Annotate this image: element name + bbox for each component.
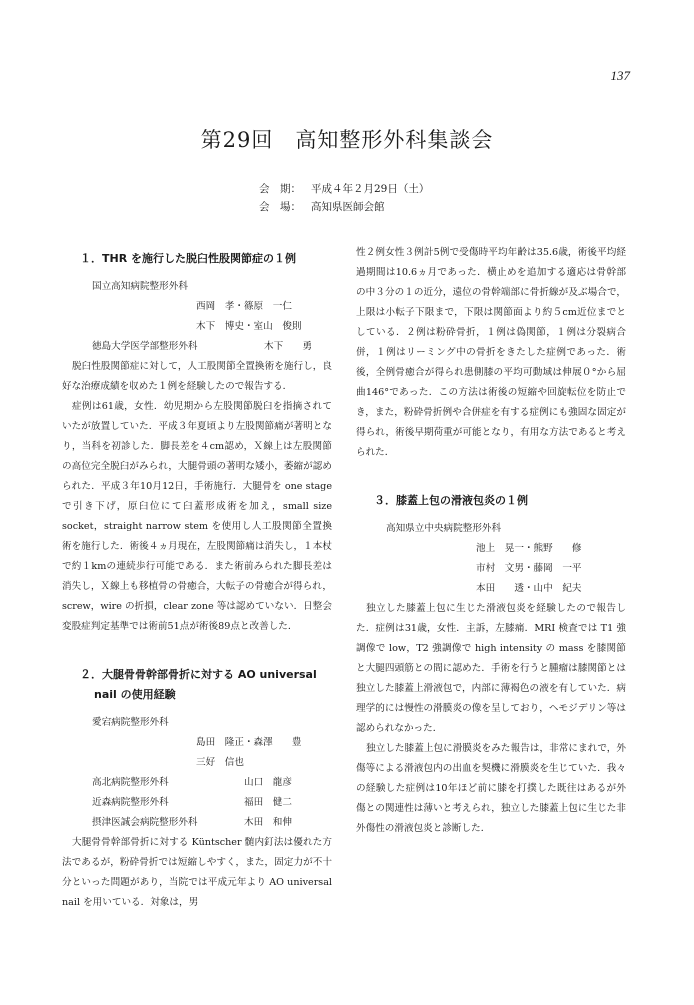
meeting-info (259, 180, 429, 216)
section-1-body (62, 357, 332, 637)
meeting-date-label: 会 期： (259, 183, 301, 195)
section-3-paragraph: 独立した膝蓋上包に滑膜炎をみた報告は，非常にまれで，外傷等による滑液包内の出血を契機に滑膜炎を生じていた．我々の経験した症例は10年ほど前に膝を打撲した既往はあるが外傷との関連性は薄いと考えられ，独立した膝蓋上包に生じた非外傷性の滑液包炎と診断した． (356, 743, 626, 834)
section-1-authors-line-1: 西岡 孝・篠原 一仁 (196, 301, 292, 312)
section-3-authors-line-1: 池上 晃一・熊野 修 (476, 543, 582, 554)
meeting-venue-value: 高知県医師会館 (311, 201, 385, 213)
affiliation-author: 木田 和伸 (244, 817, 292, 828)
section-2-authors-line-1: 島田 隆正・森澤 豊 (196, 737, 302, 748)
section-2-continuation (356, 243, 626, 463)
section-1-institution: 国立高知病院整形外科 (92, 281, 188, 292)
section-2-body (62, 833, 332, 913)
affiliation-author: 福田 健二 (244, 797, 292, 808)
section-1-paragraph: 脱臼性股関節症に対して，人工股関節全置換術を施行し，良好な治療成績を収めた１例を経験したので報告する． (62, 361, 332, 392)
section-1-extra-affiliation (62, 337, 332, 357)
section-2-title: ２．大腿骨骨幹部骨折に対する AO universal nail の使用経験 (80, 668, 317, 701)
section-3-institution: 高知県立中央病院整形外科 (386, 523, 502, 534)
affiliation-name: 摂津医誠会病院整形外科 (92, 817, 198, 828)
section-3-body (356, 599, 626, 839)
meeting-date-row (259, 180, 429, 198)
section-3-title: ３．膝蓋上包の滑液包炎の１例 (374, 494, 528, 507)
section-3-paragraph: 独立した膝蓋上包に生じた滑液包炎を経験したので報告した．症例は31歳，女性．主訴，左膝痛．MRI 検査では T1 強調像で low，T2 強調像で high intensity の mass を膝関節と大腿四頭筋との間に認めた．手術を行うと腫瘤は膝関節とは独立した膝蓋上滑液包で，内部に薄褐色の液を有していた．病理学的には慢性の滑膜炎の像を呈しており，ヘモジデリン等は認められなかった． (356, 603, 626, 734)
section-2-paragraph: 大腿骨骨幹部骨折に対する Küntscher 髄内釘法は優れた方法であるが，粉砕骨折では短縮しやすく，また，固定力が不十分といった問題があり，当院では平成元年より AO universal nail を用いている．対象は，男 (62, 837, 332, 908)
left-column (62, 243, 332, 913)
meeting-date-value: 平成４年２月29日（土） (311, 183, 430, 195)
section-2-affiliation (62, 773, 332, 793)
section-2-affiliation (62, 793, 332, 813)
affiliation-author: 山口 龍彦 (244, 777, 292, 788)
section-1-paragraph: 症例は61歳，女性．幼児期から左股関節脱臼を指摘されていたが放置していた．平成３年夏頃より左股関節痛が著明となり，当科を初診した．脚長差を４cm認め，Ｘ線上は左股関節の高位完全脱臼がみられ，大腿骨頭の著明な矮小，萎縮が認められた．平成３年10月12日，手術施行．大腿骨を one stage で引き下げ，原臼位にて臼蓋形成術を加え，small size socket，straight narrow stem を使用し人工股関節全置換術を施行した．術後４ヵ月現在，左股関節痛は消失し，１本杖で約１kmの連続歩行可能である．また術前みられた脚長差は消失し，Ｘ線上も移植骨の骨癒合，大転子の骨癒合が得られ，screw，wire の折損，clear zone 等は認めていない．日整会変股症判定基準では術前51点が術後89点と改善した． (62, 401, 332, 632)
meeting-venue-row (259, 198, 429, 216)
affiliation-author: 木下 勇 (264, 341, 312, 352)
affiliation-name: 高北病院整形外科 (92, 777, 169, 788)
section-1-authors-line-2: 木下 博史・室山 俊則 (196, 321, 302, 332)
right-column (356, 243, 626, 839)
section-3-authors-line-2: 市村 文男・藤岡 一平 (476, 563, 582, 574)
conference-title: 第29回 高知整形外科集談会 (200, 128, 494, 152)
section-1-title: １．THR を施行した脱臼性股関節症の１例 (80, 252, 297, 265)
page-number: 137 (610, 68, 630, 83)
section-2-institution: 愛宕病院整形外科 (92, 717, 169, 728)
affiliation-name: 近森病院整形外科 (92, 797, 169, 808)
meeting-venue-label: 会 場： (259, 201, 301, 213)
affiliation-name: 徳島大学医学部整形外科 (92, 341, 198, 352)
section-2-authors-line-2: 三好 信也 (196, 757, 244, 768)
section-2-affiliation (62, 813, 332, 833)
section-2-continued-paragraph: 性２例女性３例計5例で受傷時平均年齢は35.6歳，術後平均経過期間は10.6ヵ月であった．横止めを追加する適応は骨幹部の中３分の１の近分，遠位の骨幹端部に骨折線が及ぶ場合で，上限は小転子下限まで，下限は関節面より約５cm近位までとしている．２例は粉砕骨折，１例は偽関節，１例は分裂病合併，１例はリーミング中の骨折をきたした症例であった．術後，全例骨癒合が得られ患側膝の平均可動域は伸展０°から屈曲146°であった．この方法は術後の短縮や回旋転位を防止でき，また，粉砕骨折例や合併症を有する症例にも強固な固定が得られ，術後早期荷重が可能となり，有用な方法であると考えられた． (356, 247, 626, 458)
section-3-authors-line-3: 本田 透・山中 紀夫 (476, 583, 582, 594)
